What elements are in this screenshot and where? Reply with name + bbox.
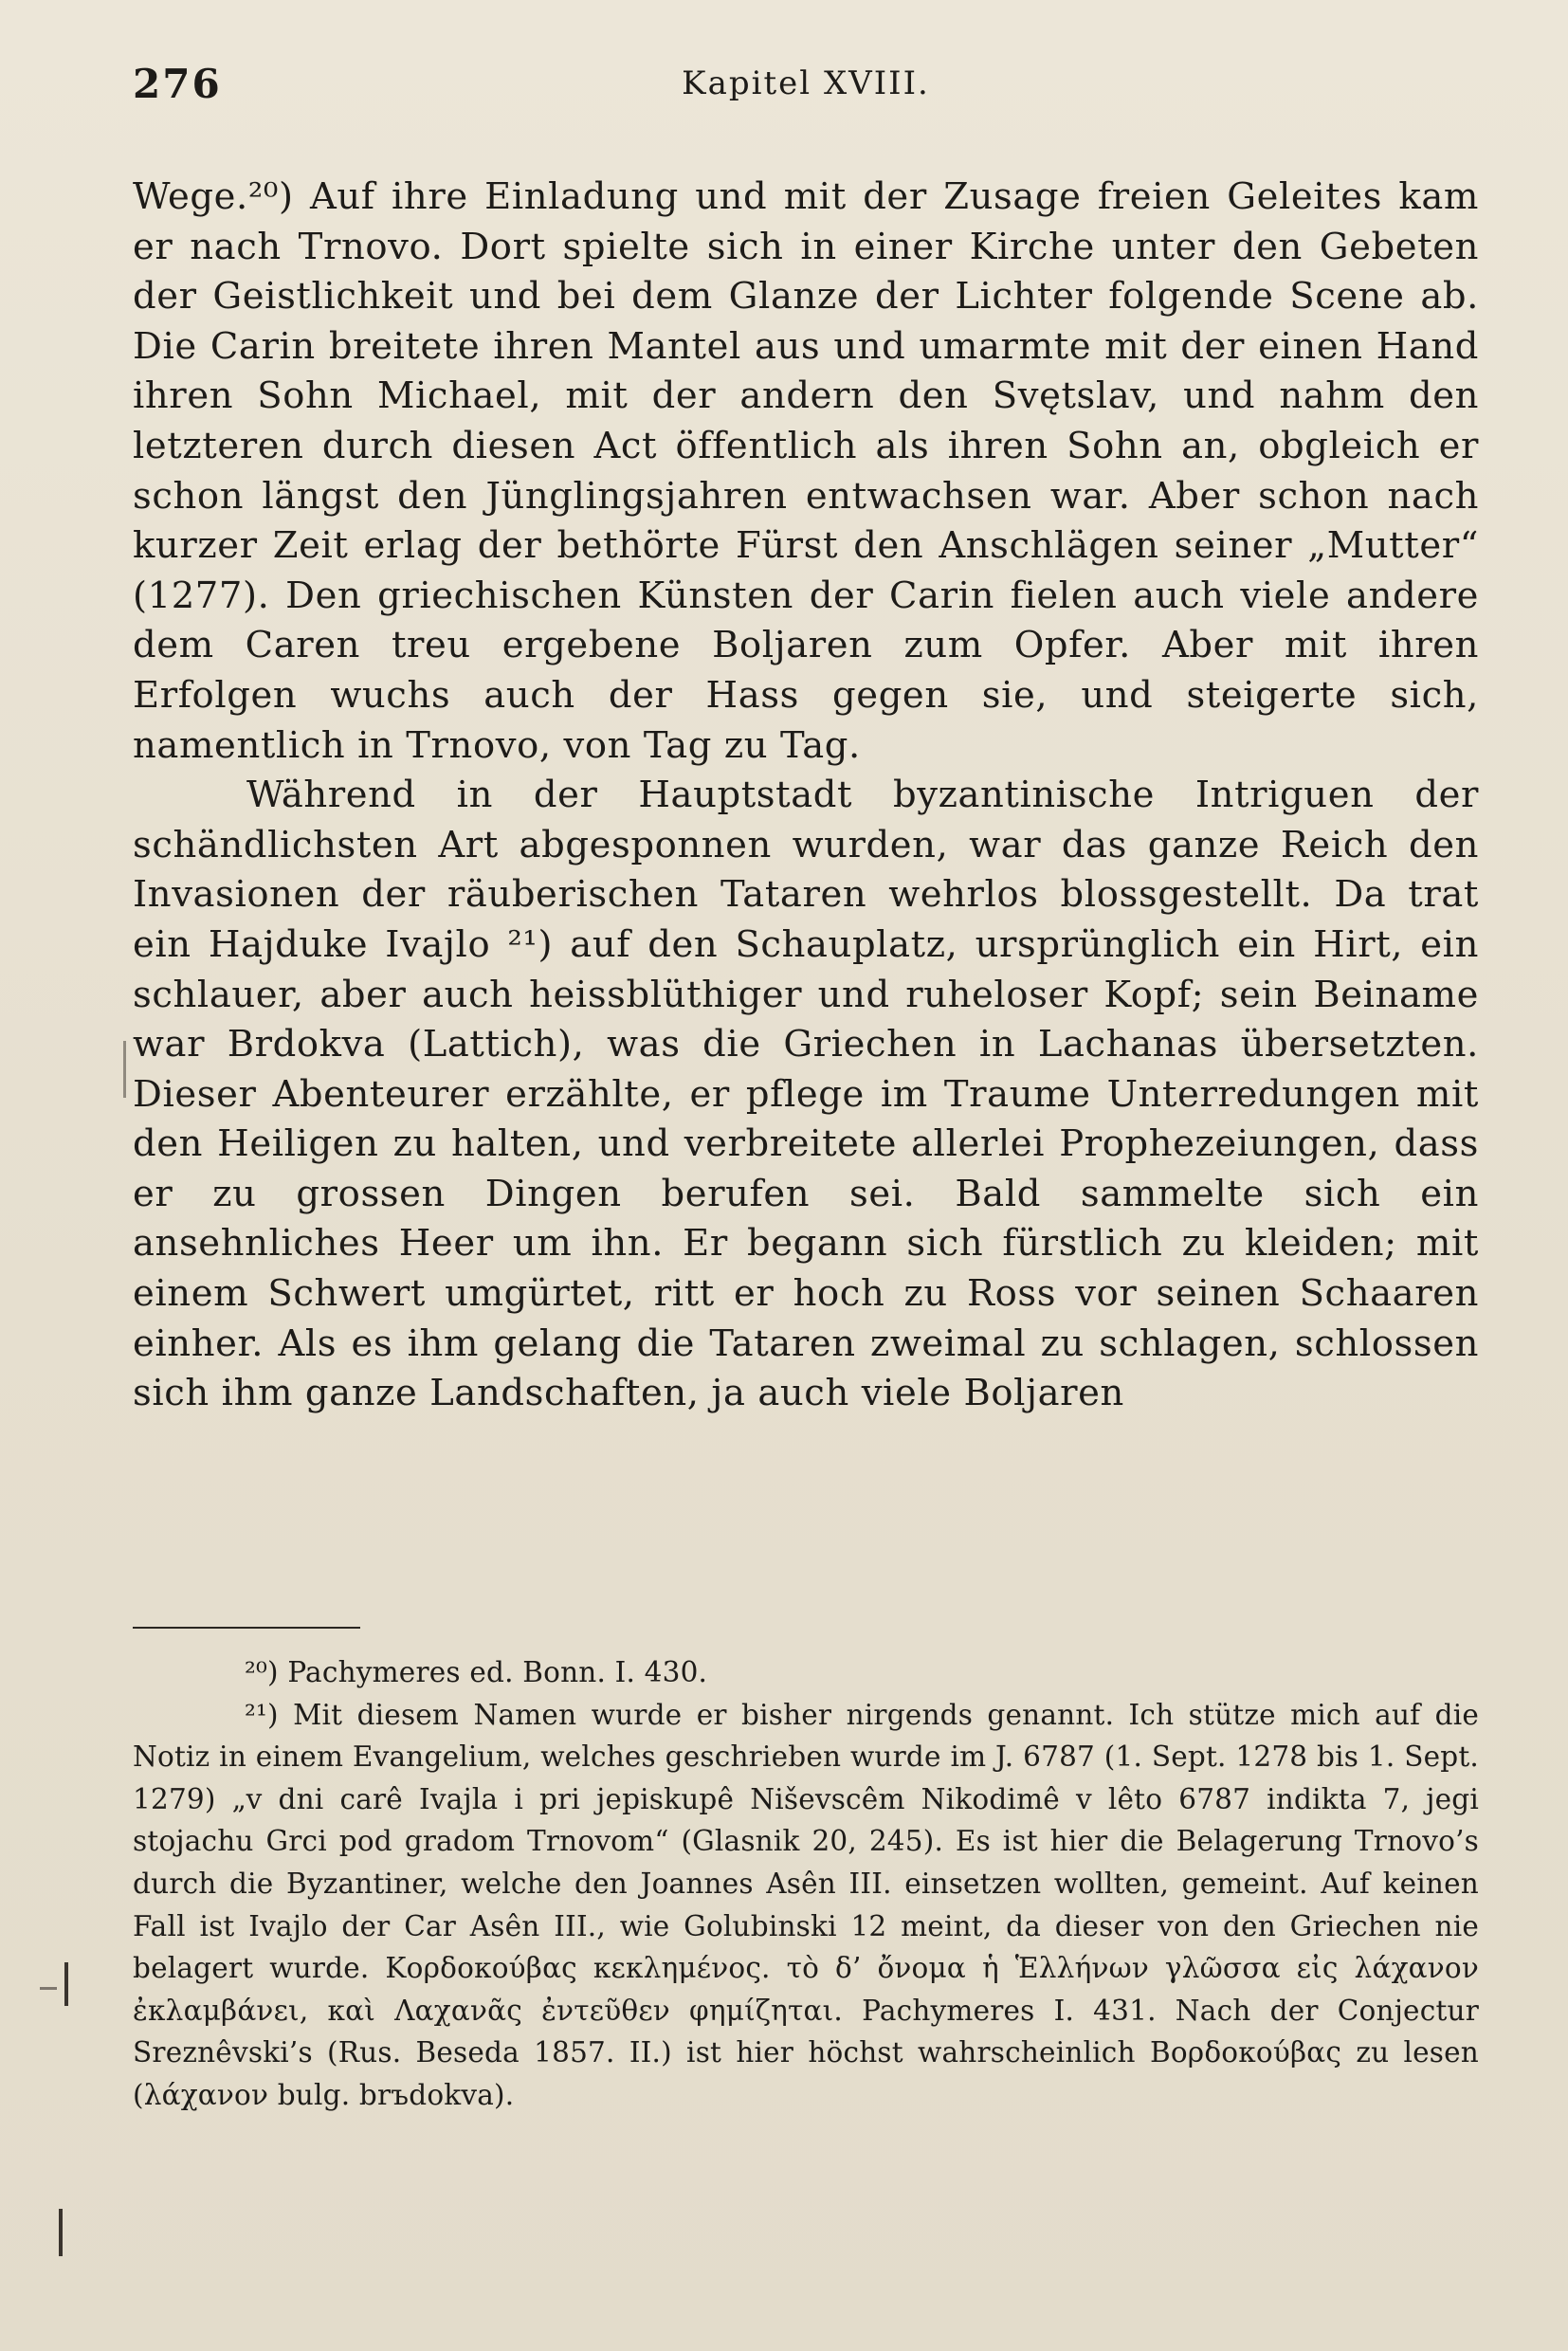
paragraph-1: Wege.²⁰) Auf ihre Einladung und mit der Zusage freien Geleites kam er nach Trnovo. Dort spielte sich in einer Kirche unter den Gebeten der Geistlichkeit und bei dem Glanze der Lichter folgende Scene ab. Die Carin breitete ihren Mantel aus und umarmte mit der einen Hand ihren Sohn Michael, mit der andern den Svętslav, und nahm den letzteren durch diesen Act öffentlich als ihren Sohn an, obgleich er schon längst den Jünglingsjahren entwachsen war. Aber schon nach kurzer Zeit erlag der bethörte Fürst den Anschlägen seiner „Mutter“ (1277). Den griechischen Künsten der Carin fielen auch viele andere dem Caren treu ergebene Boljaren zum Opfer. Aber mit ihren Erfolgen wuchs auch der Hass gegen sie, und steigerte sich, namentlich in Trnovo, von Tag zu Tag. <box>133 175 1479 767</box>
margin-mark-2 <box>64 1962 68 2006</box>
page-header <box>133 61 1479 118</box>
footnote-21: ²¹) Mit diesem Namen wurde er bisher nirgends genannt. Ich stütze mich auf die Notiz in einem Evangelium, welches geschrieben wurde im J. 6787 (1. Sept. 1278 bis 1. Sept. 1279) „v dni carê Ivajla i pri jepiskupê Niševscêm Nikodimê v lêto 6787 indikta 7, jegi stojachu Grci pod gradom Trnovom“ (Glasnik 20, 245). Es ist hier die Belagerung Trnovo’s durch die Byzantiner, welche den Joannes Asên III. einsetzen wollten, gemeint. Auf keinen Fall ist Ivajlo der Car Asên III., wie Golubinski 12 meint, da dieser von den Griechen nie belagert wurde. Κορδοκούβας κεκλημένος. τὸ δ’ ὄνομα ἡ Ἑλλήνων γλῶσσα εἰς λάχανον ἐκλαμβάνει, καὶ Λαχανᾶς ἐντεῦθεν φημίζηται. Pachymeres I. 431. Nach der Conjectur Sreznêvski’s (Rus. Beseda 1857. II.) ist hier höchst wahrscheinlich Βορδοκούβας zu lesen (λάχανον bulg. brъdokva). <box>133 1698 1479 2111</box>
footnote-20: ²⁰) Pachymeres ed. Bonn. I. 430. <box>245 1656 708 1688</box>
footnote-separator <box>133 1627 360 1629</box>
margin-mark-4 <box>59 2209 63 2256</box>
paragraph-2: Während in der Hauptstadt byzantinische Intriguen der schändlichsten Art abgesponnen wurden, war das ganze Reich den Invasionen der räuberischen Tataren wehrlos blossgestellt. Da trat ein Hajduke Ivajlo ²¹) auf den Schauplatz, ursprünglich ein Hirt, ein schlauer, aber auch heissblüthiger und ruheloser Kopf; sein Beiname war Brdokva (Lattich), was die Griechen in Lachanas übersetzten. Dieser Abenteurer erzählte, er pflege im Traume Unterredungen mit den Heiligen zu halten, und verbreitete allerlei Prophezeiungen, dass er zu grossen Dingen berufen sei. Bald sammelte sich ein ansehnliches Heer um ihn. Er begann sich fürstlich zu kleiden; mit einem Schwert umgürtet, ritt er hoch zu Ross vor seinen Schaaren einher. Als es ihm gelang die Tataren zweimal zu schlagen, schlossen sich ihm ganze Landschaften, ja auch viele Boljaren <box>133 774 1479 1415</box>
main-text <box>133 173 1479 1419</box>
margin-mark-1 <box>123 1041 126 1098</box>
margin-mark-3 <box>40 1987 57 1990</box>
footnotes <box>133 1651 1479 2117</box>
page-number: 276 <box>133 61 222 107</box>
running-head: Kapitel XVIII. <box>682 64 930 102</box>
